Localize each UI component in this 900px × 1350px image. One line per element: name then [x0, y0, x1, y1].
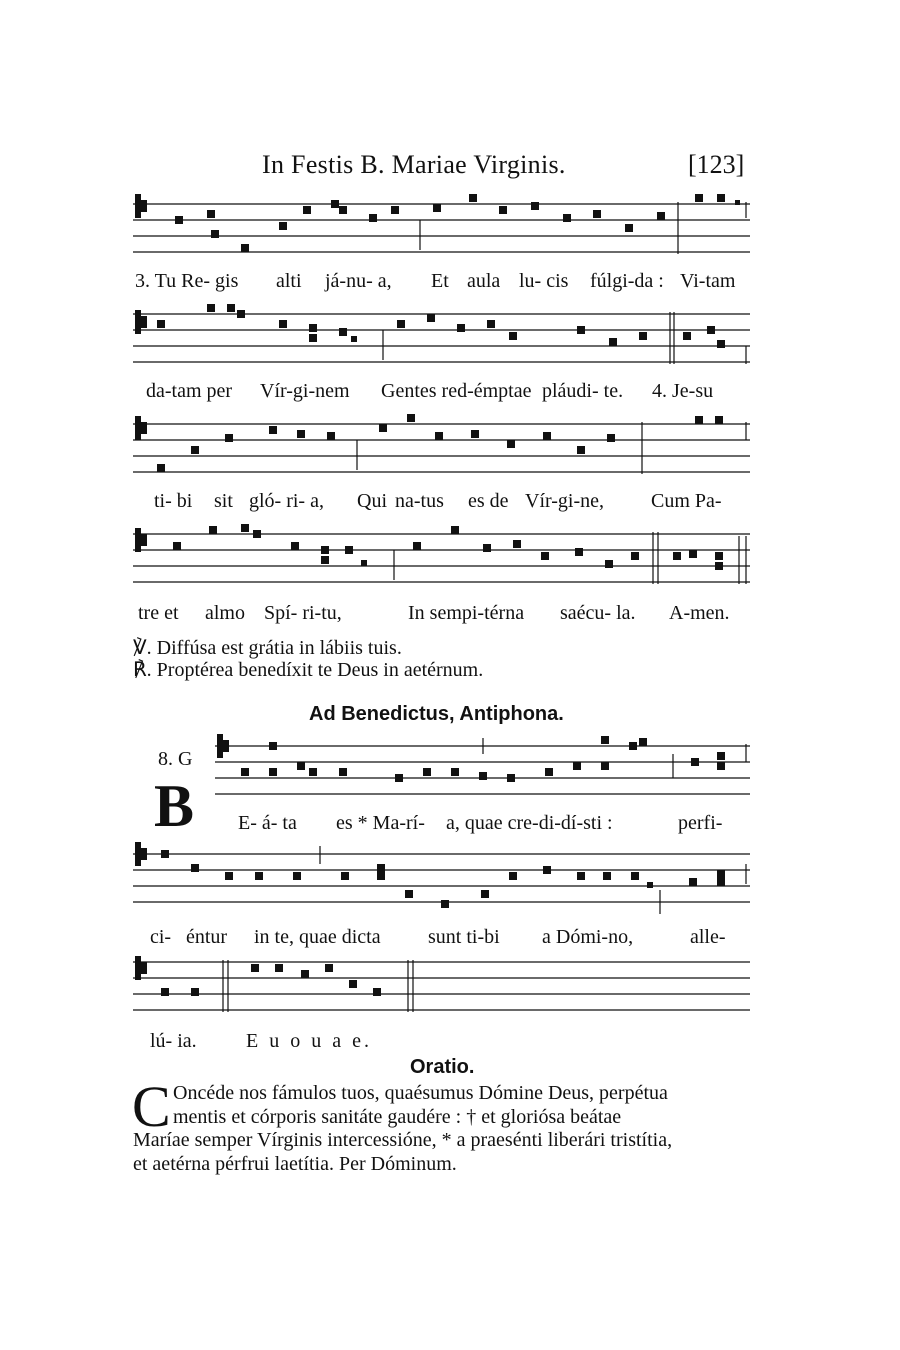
chant-staff-2	[133, 302, 750, 374]
oratio-title: Oratio.	[410, 1056, 475, 1078]
prayer-line-1: Oncéde nos fámulos tuos, quaésumus Dómine Deus, perpétua	[173, 1082, 668, 1104]
prayer-line-2: mentis et córporis sanitáte gaudére : † et gloriósa beátae	[173, 1105, 622, 1128]
prayer-line-3: Maríae semper Vírginis intercessióne, * a praesénti liberári tristítia,	[133, 1129, 673, 1151]
hymn-lyric-1-4: Et	[431, 270, 449, 292]
hymn-lyric-4-2: almo	[205, 602, 245, 624]
antiphon-lyric-1-2: es * Ma-rí-	[336, 812, 425, 834]
antiphon-lyric-3-1: lú- ia.	[150, 1030, 197, 1052]
hymn-lyric-3-1: ti- bi	[154, 490, 193, 512]
antiphon-lyric-2-1: ci-	[150, 926, 172, 948]
initial-letter-c: C	[132, 1074, 171, 1139]
hymn-lyric-3-8: Cum Pa-	[651, 490, 722, 512]
antiphon-lyric-2-6: alle-	[690, 926, 726, 948]
hymn-lyric-3-7: Vír-gi-ne,	[525, 490, 605, 512]
chant-staff-antiphon-3	[133, 950, 750, 1022]
hymn-lyric-2-1: da-tam per	[146, 380, 233, 402]
antiphon-lyric-1-4: perfi-	[678, 812, 723, 834]
hymn-lyric-3-5: na-tus	[395, 490, 444, 512]
mode-label: 8. G	[158, 748, 193, 770]
initial-letter-b: B	[154, 773, 195, 839]
chant-staff-antiphon-2	[133, 842, 750, 914]
prayer-line-4: et aetérna pérfrui laetítia. Per Dóminum.	[133, 1152, 457, 1175]
hymn-lyric-2-3: Gentes red-émptae	[381, 380, 532, 402]
chant-staff-antiphon-1	[215, 734, 750, 806]
hymn-lyric-4-6: A-men.	[669, 602, 730, 624]
page-number: [123]	[688, 150, 745, 179]
chant-staff-3	[133, 412, 750, 484]
hymn-lyric-2-2: Vír-gi-nem	[260, 380, 350, 402]
hymn-lyric-1-8: Vi-tam	[680, 270, 736, 292]
antiphon-lyric-1-3: a, quae cre-di-dí-sti :	[446, 812, 613, 834]
hymn-lyric-1-5: aula	[467, 270, 501, 292]
hymn-lyric-3-2: sit	[214, 490, 233, 512]
page-title: In Festis B. Mariae Virginis.	[262, 150, 566, 179]
antiphon-lyric-2-2: éntur	[186, 926, 228, 948]
antiphon-lyric-1-1: E- á- ta	[238, 812, 297, 834]
hymn-lyric-4-3: Spí- ri-tu,	[264, 602, 342, 624]
antiphon-lyric-2-3: in te, quae dicta	[254, 926, 381, 948]
prayer-text	[133, 1082, 753, 1176]
hymn-lyric-4-4: In sempi-térna	[408, 602, 525, 624]
chant-staff-4	[133, 522, 750, 594]
antiphon-lyric-2-4: sunt ti-bi	[428, 926, 500, 948]
hymn-lyric-2-4: pláudi- te.	[542, 380, 624, 402]
hymn-lyric-1-1: 3. Tu Re- gis	[135, 270, 239, 292]
hymn-lyric-3-4: Qui	[357, 490, 387, 512]
hymn-lyric-1-7: fúlgi-da :	[590, 270, 664, 292]
euouae-text: E u o u a e.	[246, 1030, 372, 1052]
hymn-lyric-1-3: já-nu- a,	[325, 270, 392, 292]
response: ℟. Proptérea benedíxit te Deus in aetérnum.	[133, 659, 484, 681]
antiphon-lyric-2-5: a Dómi-no,	[542, 926, 634, 948]
hymn-lyric-3-3: gló- ri- a,	[249, 490, 324, 512]
hymn-lyric-4-5: saécu- la.	[560, 602, 636, 624]
hymn-lyric-4-1: tre et	[138, 602, 179, 624]
hymn-lyric-2-5: 4. Je-su	[652, 380, 714, 402]
versicle: ℣. Diffúsa est grátia in lábiis tuis.	[133, 637, 402, 659]
hymn-lyric-1-2: alti	[276, 270, 302, 292]
antiphon-heading: Ad Benedictus, Antiphona.	[309, 703, 564, 725]
chant-staff-1	[133, 192, 750, 264]
hymn-lyric-1-6: lu- cis	[519, 270, 569, 292]
hymn-lyric-3-6: es de	[468, 490, 509, 512]
